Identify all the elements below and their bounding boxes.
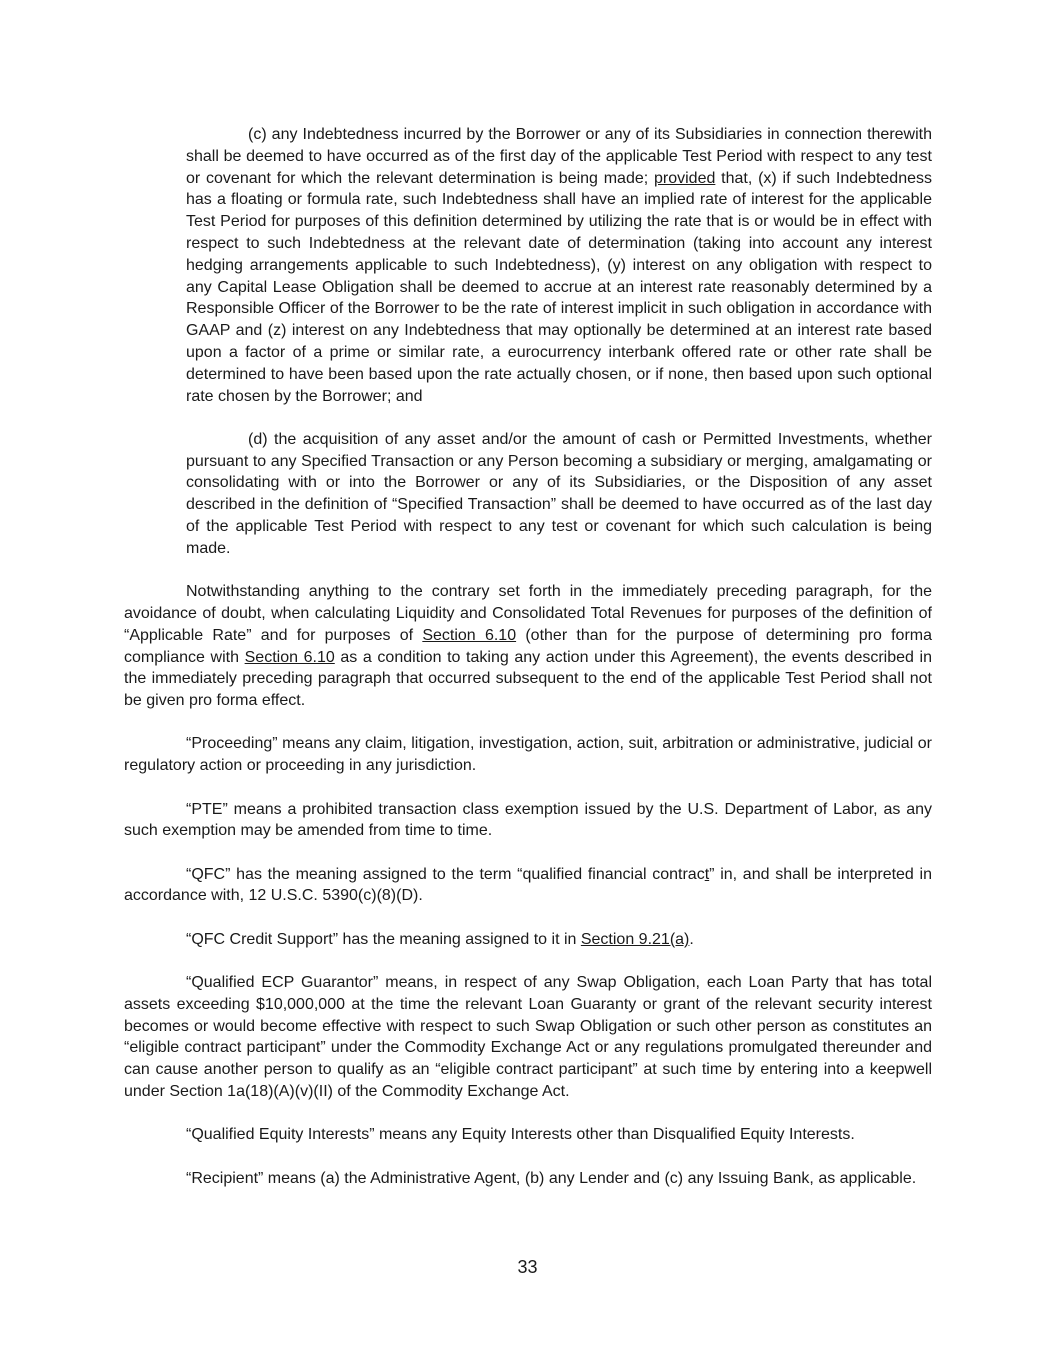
definition-qualified-ecp-guarantor: “Qualified ECP Guarantor” means, in respect of any Swap Obligation, each Loan Party that has total assets exceeding $10,000,000 at the time the relevant Loan Guaranty or grant of the relevant security interest becomes or would become effective with respect to such Swap Obligation or such other person as constitutes an “eligible contract participant” under the Commodity Exchange Act or any regulations promulgated thereunder and can cause another person to qualify as an “eligible contract participant” at such time by entering into a keepwell under Section 1a(18)(A)(v)(II) of the Commodity Exchange Act. bbox=[124, 974, 932, 1100]
definition-recipient: “Recipient” means (a) the Administrative Agent, (b) any Lender and (c) any Issuing Bank, as applicable. bbox=[186, 1169, 917, 1187]
qfc-underlined-letter: t bbox=[704, 865, 710, 883]
page-number: 33 bbox=[517, 1257, 538, 1277]
document-page bbox=[124, 124, 932, 1189]
section-6-10-reference: Section 6.10 bbox=[422, 626, 517, 644]
definition-qualified-equity-interests: “Qualified Equity Interests” means any Equity Interests other than Disqualified Equity Interests. bbox=[186, 1126, 855, 1144]
clause-c: (c) any Indebtedness incurred by the Borrower or any of its Subsidiaries in connection therewith shall be deemed to have occurred as of the first day of the applicable Test Period with respect to any test or covenant for which the relevant determination is being made; provided that, (x) if such Indebtedness has a floating or formula rate, such Indebtedness shall have an implied rate of interest for the applicable Test Period for purposes of this definition determined by utilizing the rate that is or would be in effect with respect to such Indebtedness at the relevant date of determination (taking into account any interest hedging arrangements applicable to such Indebtedness), (y) interest on any obligation with respect to any Capital Lease Obligation shall be deemed to accrue at an interest rate reasonably determined by a Responsible Officer of the Borrower to be the rate of interest implicit in such obligation in accordance with GAAP and (z) interest on any Indebtedness that may optionally be determined at an interest rate based upon a factor of a prime or similar rate, a eurocurrency interbank offered rate or other rate shall be determined to have been based upon the rate actually chosen, or if none, then based upon such optional rate chosen by the Borrower; and bbox=[186, 126, 933, 405]
definition-proceeding: “Proceeding” means any claim, litigation, investigation, action, suit, arbitration or administrative, judicial or regulatory action or proceeding in any jurisdiction. bbox=[124, 735, 932, 775]
section-9-21-a-reference: Section 9.21(a) bbox=[580, 930, 690, 948]
notwithstanding-paragraph: Notwithstanding anything to the contrary set forth in the immediately preceding paragraph, for the avoidance of doubt, when calculating Liquidity and Consolidated Total Revenues for purposes of the definition of “Applicable Rate” and for purposes of Section 6.10 (other than for the purpose of determining pro forma compliance with Section 6.10 as a condition to taking any action under this Agreement), the events described in the immediately preceding paragraph that occurred subsequent to the end of the applicable Test Period shall not be given pro forma effect. bbox=[124, 583, 933, 710]
definition-pte: “PTE” means a prohibited transaction class exemption issued by the U.S. Department of Labor, as any such exemption may be amended from time to time. bbox=[124, 800, 932, 840]
definition-qfc-credit-support: “QFC Credit Support” has the meaning assigned to it in Section 9.21(a). bbox=[186, 930, 694, 948]
section-6-10-reference: Section 6.10 bbox=[244, 648, 335, 666]
definition-qfc: “QFC” has the meaning assigned to the term “qualified financial contract” in, and shall be interpreted in accordance with, 12 U.S.C. 5390(c)(8)(D). bbox=[124, 865, 932, 905]
provided-term: provided bbox=[653, 169, 716, 187]
clause-d: (d) the acquisition of any asset and/or the amount of cash or Permitted Investments, whether pursuant to any Specified Transaction or any Person becoming a subsidiary or merging, amalgamating or consolidating with or into the Borrower or any of its Subsidiaries, or the Disposition of any asset described in the definition of “Specified Transaction” shall be deemed to have occurred as of the last day of the applicable Test Period with respect to any test or covenant for which such calculation is being made. bbox=[186, 430, 932, 557]
